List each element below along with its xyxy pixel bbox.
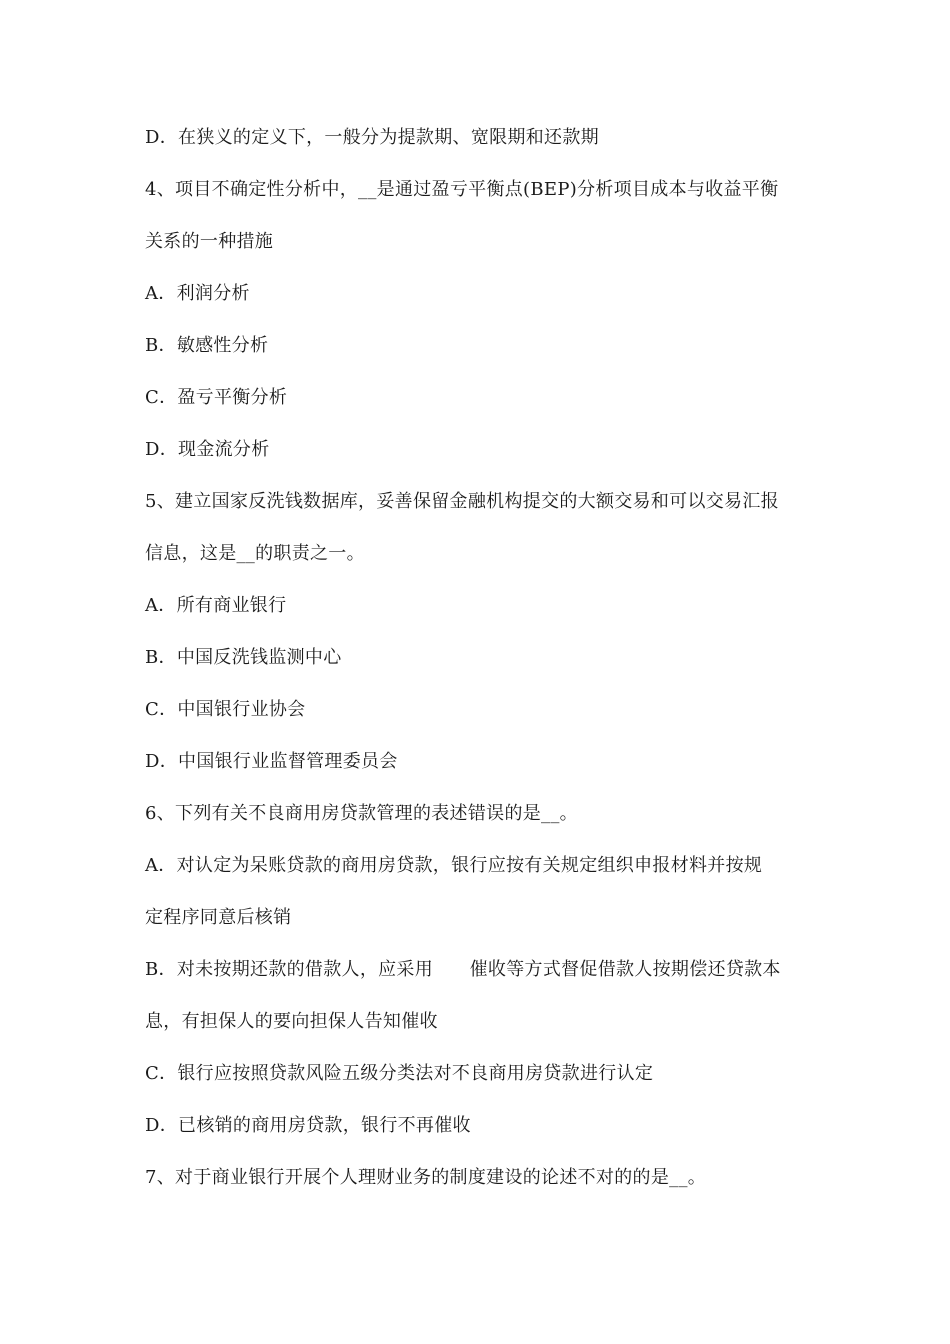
option-d-q5: D．中国银行业监督管理委员会 (145, 751, 398, 772)
option-a-q4: A．利润分析 (145, 283, 250, 304)
option-a-q6-line-1: A．对认定为呆账贷款的商用房贷款，银行应按有关规定组织申报材料并按规 (145, 855, 763, 876)
option-b-q5: B．中国反洗钱监测中心 (145, 647, 342, 668)
option-d-q6: D．已核销的商用房贷款，银行不再催收 (145, 1115, 471, 1136)
option-b-q6-line-1: B．对未按期还款的借款人，应采用 催收等方式督促借款人按期偿还贷款本 (145, 959, 781, 980)
option-c-q6: C．银行应按照贷款风险五级分类法对不良商用房贷款进行认定 (145, 1063, 654, 1084)
question-5-line-1: 5、建立国家反洗钱数据库，妥善保留金融机构提交的大额交易和可以交易汇报 (145, 491, 779, 512)
question-4-line-2: 关系的一种措施 (145, 231, 274, 252)
option-c-q4: C．盈亏平衡分析 (145, 387, 288, 408)
question-7: 7、对于商业银行开展个人理财业务的制度建设的论述不对的的是__。 (145, 1167, 707, 1188)
question-4-line-1: 4、项目不确定性分析中，__是通过盈亏平衡点(BEP)分析项目成本与收益平衡 (145, 179, 779, 200)
option-d-q3: D．在狭义的定义下，一般分为提款期、宽限期和还款期 (145, 127, 599, 148)
option-a-q5: A．所有商业银行 (145, 595, 287, 616)
option-b-q4: B．敏感性分析 (145, 335, 269, 356)
question-6: 6、下列有关不良商用房贷款管理的表述错误的是__。 (145, 803, 578, 824)
option-b-q6-line-2: 息，有担保人的要向担保人告知催收 (145, 1011, 438, 1032)
question-5-line-2: 信息，这是__的职责之一。 (145, 543, 365, 564)
option-c-q5: C．中国银行业协会 (145, 699, 306, 720)
option-d-q4: D．现金流分析 (145, 439, 270, 460)
option-a-q6-line-2: 定程序同意后核销 (145, 907, 292, 928)
